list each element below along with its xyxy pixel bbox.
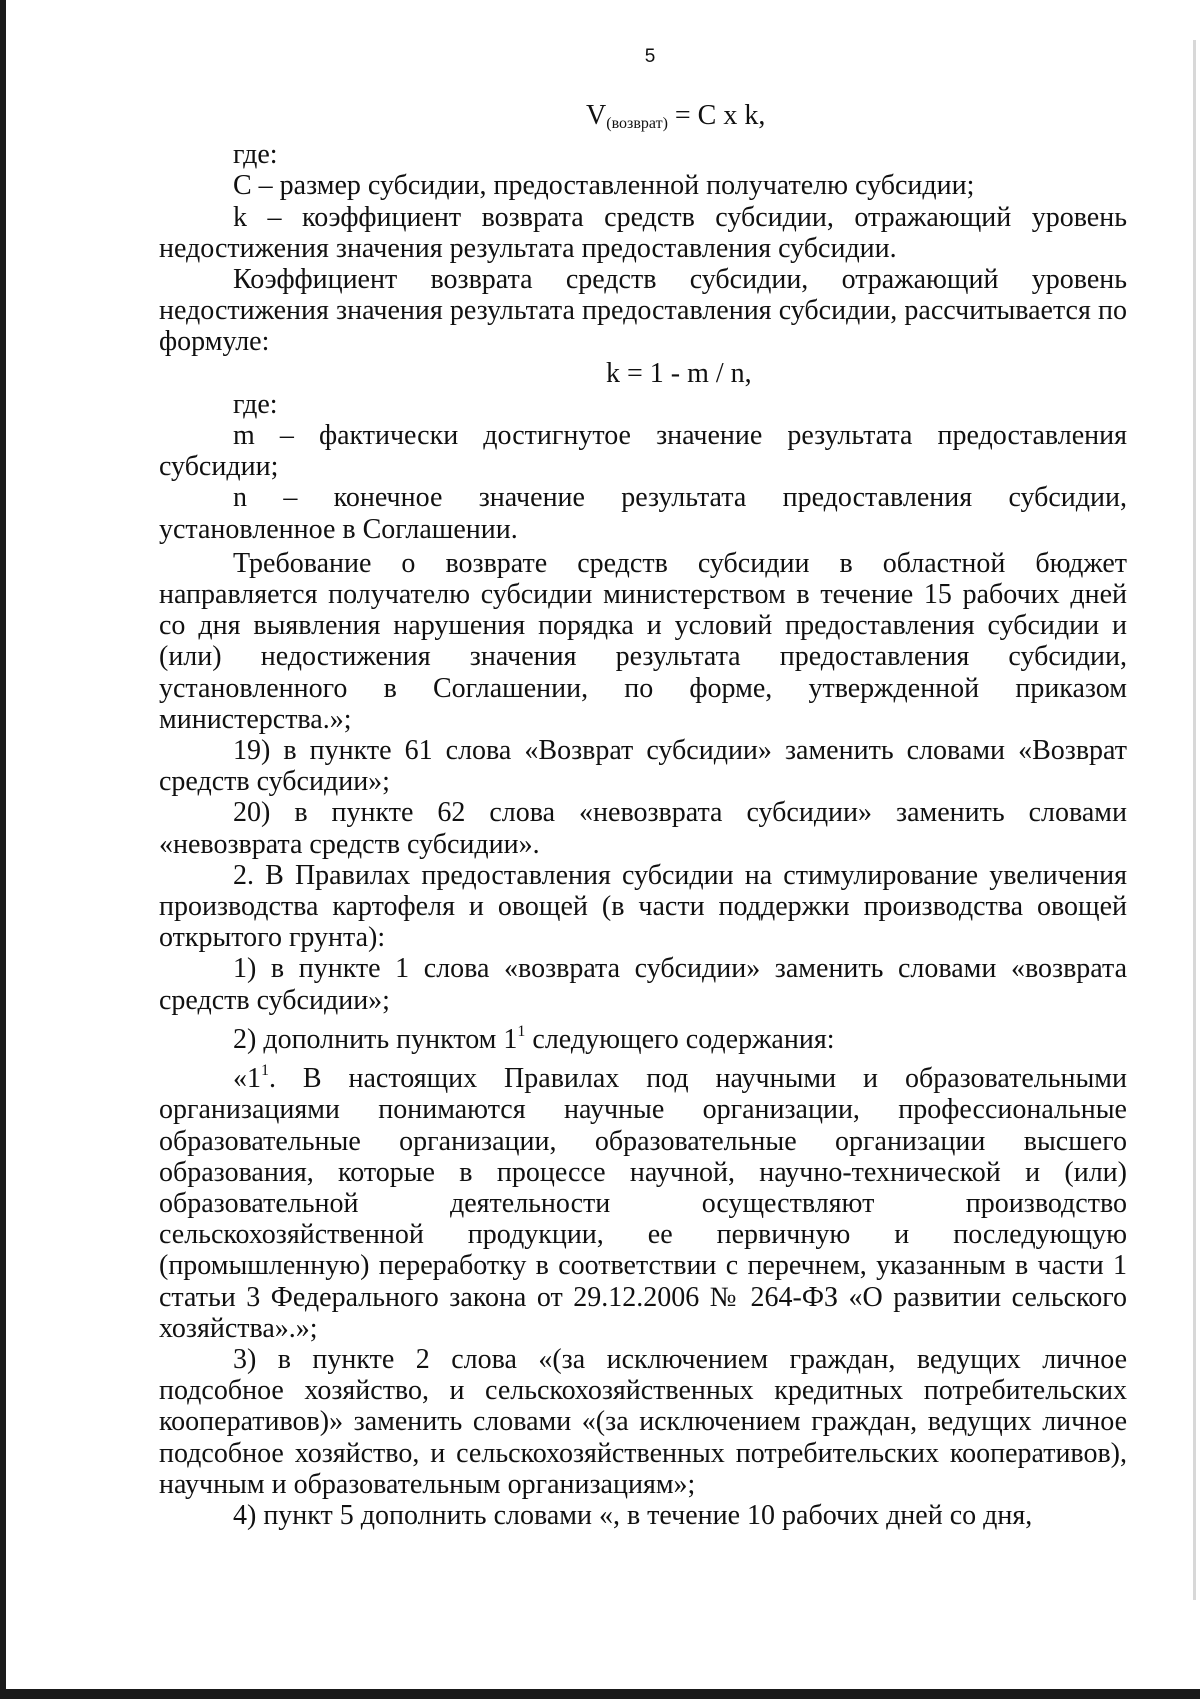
paragraph-item-1: 1) в пункте 1 слова «возврата субсидии» заменить словами «возврата средств субсидии»;: [159, 953, 1127, 1016]
scan-border-right: [1193, 40, 1196, 1600]
paragraph-k-definition: k – коэффициент возврата средств субсидии, отражающий уровень недостижения значения результата предоставления субсидии.: [159, 201, 1127, 264]
paragraph-k-intro: Коэффициент возврата средств субсидии, отражающий уровень недостижения значения результата предоставления субсидии, рассчитывается по формуле:: [159, 264, 1127, 358]
item-2-text-before: 2) дополнить пунктом 1: [233, 1023, 518, 1055]
paragraph-where-2: где:: [233, 388, 278, 420]
item-2-text-after: следующего содержания:: [525, 1023, 835, 1055]
paragraph-item-3: 3) в пункте 2 слова «(за исключением граждан, ведущих личное подсобное хозяйство, и сельскохозяйственных кредитных потребительских кооперативов)» заменить словами «(за исключением граждан, ведущих личное подсобное хозяйство, и сельскохозяйственных потребительских кооперативов), научным и образовательным организациям»;: [159, 1343, 1127, 1500]
scan-border-bottom: [0, 1689, 1200, 1699]
item-2-superscript: 1: [517, 1022, 526, 1040]
paragraph-item-20: 20) в пункте 62 слова «невозврата субсидии» заменить словами «невозврата средств субсидии».: [159, 797, 1127, 860]
paragraph-return-demand: Требование о возврате средств субсидии в областной бюджет направляется получателю субсидии министерством в течение 15 рабочих дней со дня выявления нарушения порядка и условий предоставления субсидии и (или) недостижения значения результата предоставления субсидии, установленного в Соглашении, по форме, утвержденной приказом министерства.»;: [159, 547, 1127, 735]
quote-1-1-text-after: . В настоящих Правилах под научными и образовательными организациями понимаются научные организации, профессиональные образовательные организации, образовательные организации высшего образования, которые в процессе научной, научно-технической и (или) образовательной деятельности осуществляют производство сельскохозяйственной продукции, ее первичную и последующую (промышленную) переработку в соответствии с перечнем, указанным в части 1 статьи 3 Федерального закона от 29.12.2006 № 264-ФЗ «О развитии сельского хозяйства».»;: [159, 1063, 1127, 1344]
paragraph-n-definition: n – конечное значение результата предоставления субсидии, установленное в Соглашении.: [159, 482, 1127, 545]
paragraph-item-19: 19) в пункте 61 слова «Возврат субсидии» заменить словами «Возврат средств субсидии»;: [159, 735, 1127, 798]
formula-return-volume: [159, 100, 1127, 139]
paragraph-section-2: 2. В Правилах предоставления субсидии на стимулирование увеличения производства картофеля и овощей (в части поддержки производства овощей открытого грунта):: [159, 859, 1127, 954]
quote-1-1-superscript: 1: [261, 1062, 269, 1080]
paragraph-quote-1-1: [159, 1055, 1127, 1344]
page-number: 5: [644, 46, 656, 67]
paragraph-where-1: где:: [233, 139, 278, 171]
document-body: [159, 100, 1127, 1531]
paragraph-item-4: 4) пункт 5 дополнить словами «, в течение 10 рабочих дней со дня,: [233, 1499, 1033, 1531]
formula-coefficient: k = 1 - m / n,: [606, 357, 752, 389]
formula-v-rhs: = C x k,: [667, 100, 766, 131]
quote-1-1-text-before: «1: [233, 1063, 261, 1095]
paragraph-c-definition: C – размер субсидии, предоставленной получателю субсидии;: [233, 170, 975, 202]
formula-v-lhs: V: [586, 100, 607, 131]
scan-border-left: [0, 0, 6, 1699]
paragraph-m-definition: m – фактически достигнутое значение результата предоставления субсидии;: [159, 420, 1127, 483]
formula-v-subscript: (возврат): [606, 115, 668, 132]
paragraph-item-2: [159, 1016, 1127, 1055]
